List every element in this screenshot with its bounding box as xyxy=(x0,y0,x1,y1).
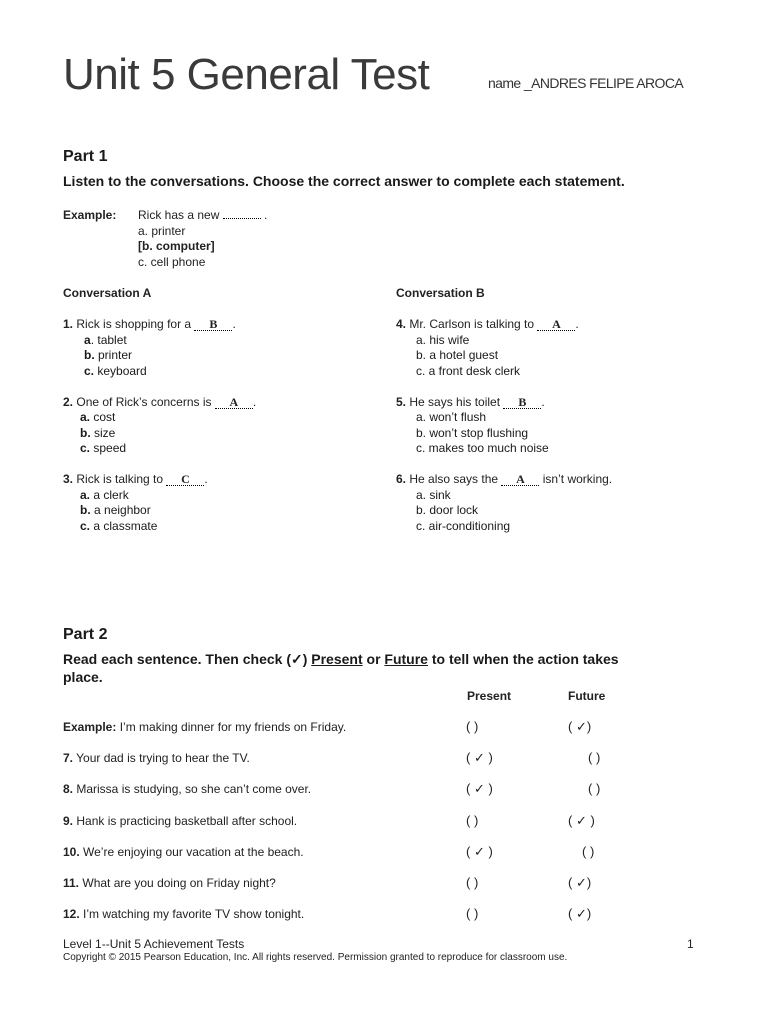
question-stem: Mr. Carlson is talking to xyxy=(406,317,535,331)
q2-option-b xyxy=(80,426,115,440)
instruction-present: Present xyxy=(311,651,363,667)
sentence-10 xyxy=(63,845,304,859)
row-number: 9. xyxy=(63,814,74,828)
question-number: 1. xyxy=(63,317,74,331)
row-text: Hank is practicing basketball after school. xyxy=(73,814,298,828)
question-tail: . xyxy=(252,395,257,409)
name-label: name xyxy=(488,75,521,91)
future-check-10: ( ) xyxy=(582,844,595,859)
option-text: speed xyxy=(90,441,127,455)
part2-instruction xyxy=(63,651,619,668)
question-number: 6. xyxy=(396,472,407,486)
part1-heading: Part 1 xyxy=(63,148,108,165)
question-tail: . xyxy=(541,395,545,409)
q1-option-a xyxy=(84,333,127,347)
copyright-notice: Copyright © 2015 Pearson Education, Inc. All rights reserved. Permission granted to reproduce for classroom use. xyxy=(63,952,568,963)
question-number: 5. xyxy=(396,395,407,409)
option-letter: c. xyxy=(84,364,95,378)
footer-title: Level 1--Unit 5 Achievement Tests xyxy=(63,937,245,951)
q2-option-a xyxy=(80,410,115,424)
option-letter: c. xyxy=(80,441,91,455)
row-text: Marissa is studying, so she can’t come over. xyxy=(73,782,312,796)
row-text: We’re enjoying our vacation at the beach. xyxy=(79,845,304,859)
q4-option-c: c. a front desk clerk xyxy=(416,364,521,378)
q3-option-b xyxy=(80,503,151,517)
question-number: 4. xyxy=(396,317,407,331)
present-check-12: ( ) xyxy=(466,906,479,921)
present-check-10: ( ✓ ) xyxy=(466,844,493,859)
present-check-example: ( ) xyxy=(466,719,479,734)
row-number: 12. xyxy=(63,907,80,921)
option-letter: a. xyxy=(80,410,91,424)
q2-option-c xyxy=(80,441,126,455)
instruction-or: or xyxy=(362,651,385,667)
question-number: 3. xyxy=(63,472,74,486)
page-title: Unit 5 General Test xyxy=(63,50,430,99)
q4-option-b: b. a hotel guest xyxy=(416,348,499,362)
row-number: 10. xyxy=(63,845,80,859)
question-stem: He says his toilet xyxy=(409,395,501,409)
question-stem: One of Rick’s concerns is xyxy=(76,395,212,409)
answer-blank: B xyxy=(194,318,232,331)
sentence-9 xyxy=(63,814,297,828)
example-option-a: a. printer xyxy=(138,224,186,238)
conversation-a-title: Conversation A xyxy=(63,286,152,300)
example-label: Example: xyxy=(63,208,117,222)
column-present: Present xyxy=(467,689,512,703)
future-check-7: ( ) xyxy=(588,750,601,765)
sentence-12 xyxy=(63,907,304,921)
option-text: a clerk xyxy=(90,488,129,502)
question-1 xyxy=(63,317,236,331)
option-text: . tablet xyxy=(90,333,127,347)
instruction-text: Read each sentence. Then check (✓) xyxy=(63,651,312,667)
page-number: 1 xyxy=(687,937,694,951)
option-letter: b. xyxy=(84,348,95,362)
option-text: a neighbor xyxy=(90,503,151,517)
row-number: 7. xyxy=(63,751,74,765)
row-text: Your dad is trying to hear the TV. xyxy=(73,751,250,765)
part2-heading: Part 2 xyxy=(63,626,108,643)
future-check-11: ( ✓) xyxy=(568,875,592,890)
question-2 xyxy=(63,395,256,409)
example-stem: Rick has a new . xyxy=(138,208,268,222)
option-letter: a xyxy=(84,333,91,347)
question-stem: Rick is shopping for a xyxy=(76,317,192,331)
part2-instruction-line2: place. xyxy=(63,669,103,685)
q3-option-c xyxy=(80,519,157,533)
answer-blank: B xyxy=(503,396,541,409)
present-check-9: ( ) xyxy=(466,813,479,828)
question-5 xyxy=(396,395,545,409)
option-text: size xyxy=(90,426,116,440)
row-text: What are you doing on Friday night? xyxy=(79,876,276,890)
question-3 xyxy=(63,472,208,486)
conversation-b-title: Conversation B xyxy=(396,286,485,300)
option-letter: b. xyxy=(80,426,91,440)
answer-blank: A xyxy=(537,318,575,331)
question-tail: . xyxy=(575,317,579,331)
sentence-8 xyxy=(63,782,311,796)
future-check-8: ( ) xyxy=(588,781,601,796)
option-text: printer xyxy=(94,348,133,362)
future-check-12: ( ✓) xyxy=(568,906,592,921)
row-text: I’m watching my favorite TV show tonight. xyxy=(79,907,305,921)
part1-instruction: Listen to the conversations. Choose the correct answer to complete each statement. xyxy=(63,173,625,189)
question-tail: isn’t working. xyxy=(542,472,613,486)
question-tail: . xyxy=(232,317,236,331)
question-stem: He also says the xyxy=(409,472,499,486)
question-stem: Rick is talking to xyxy=(76,472,164,486)
name-value: _ANDRES FELIPE AROCA xyxy=(523,75,684,91)
example-blank xyxy=(223,218,261,219)
q6-option-c: c. air-conditioning xyxy=(416,519,511,533)
answer-blank: C xyxy=(166,473,204,486)
student-name xyxy=(488,75,683,91)
column-future: Future xyxy=(568,689,606,703)
sentence-11 xyxy=(63,876,276,890)
question-tail: . xyxy=(204,472,208,486)
question-4 xyxy=(396,317,579,331)
option-letter: a. xyxy=(80,488,91,502)
option-text: keyboard xyxy=(94,364,147,378)
sentence-7 xyxy=(63,751,250,765)
q5-option-b: b. won’t stop flushing xyxy=(416,426,529,440)
example-option-b: [b. computer] xyxy=(138,239,215,253)
question-6 xyxy=(396,472,612,486)
present-check-11: ( ) xyxy=(466,875,479,890)
q6-option-b: b. door lock xyxy=(416,503,479,517)
instruction-text-2: to tell when the action takes xyxy=(427,651,619,667)
question-number: 2. xyxy=(63,395,74,409)
row-number: 8. xyxy=(63,782,74,796)
q3-option-a xyxy=(80,488,129,502)
option-letter: c. xyxy=(80,519,91,533)
answer-blank: A xyxy=(215,396,253,409)
option-text: cost xyxy=(90,410,116,424)
q6-option-a: a. sink xyxy=(416,488,451,502)
future-check-9: ( ✓ ) xyxy=(568,813,595,828)
row-number: Example: xyxy=(63,720,117,734)
example-stem-text: Rick has a new xyxy=(138,208,220,222)
q5-option-a: a. won’t flush xyxy=(416,410,487,424)
q1-option-b xyxy=(84,348,132,362)
sentence-example xyxy=(63,720,346,734)
q4-option-a: a. his wife xyxy=(416,333,470,347)
option-text: a classmate xyxy=(90,519,158,533)
row-text: I’m making dinner for my friends on Friday. xyxy=(116,720,347,734)
example-option-c: c. cell phone xyxy=(138,255,206,269)
row-number: 11. xyxy=(63,876,80,890)
present-check-7: ( ✓ ) xyxy=(466,750,493,765)
future-check-example: ( ✓) xyxy=(568,719,592,734)
instruction-future: Future xyxy=(384,651,428,667)
present-check-8: ( ✓ ) xyxy=(466,781,493,796)
q5-option-c: c. makes too much noise xyxy=(416,441,549,455)
option-letter: b. xyxy=(80,503,91,517)
q1-option-c xyxy=(84,364,147,378)
answer-blank: A xyxy=(501,473,539,486)
